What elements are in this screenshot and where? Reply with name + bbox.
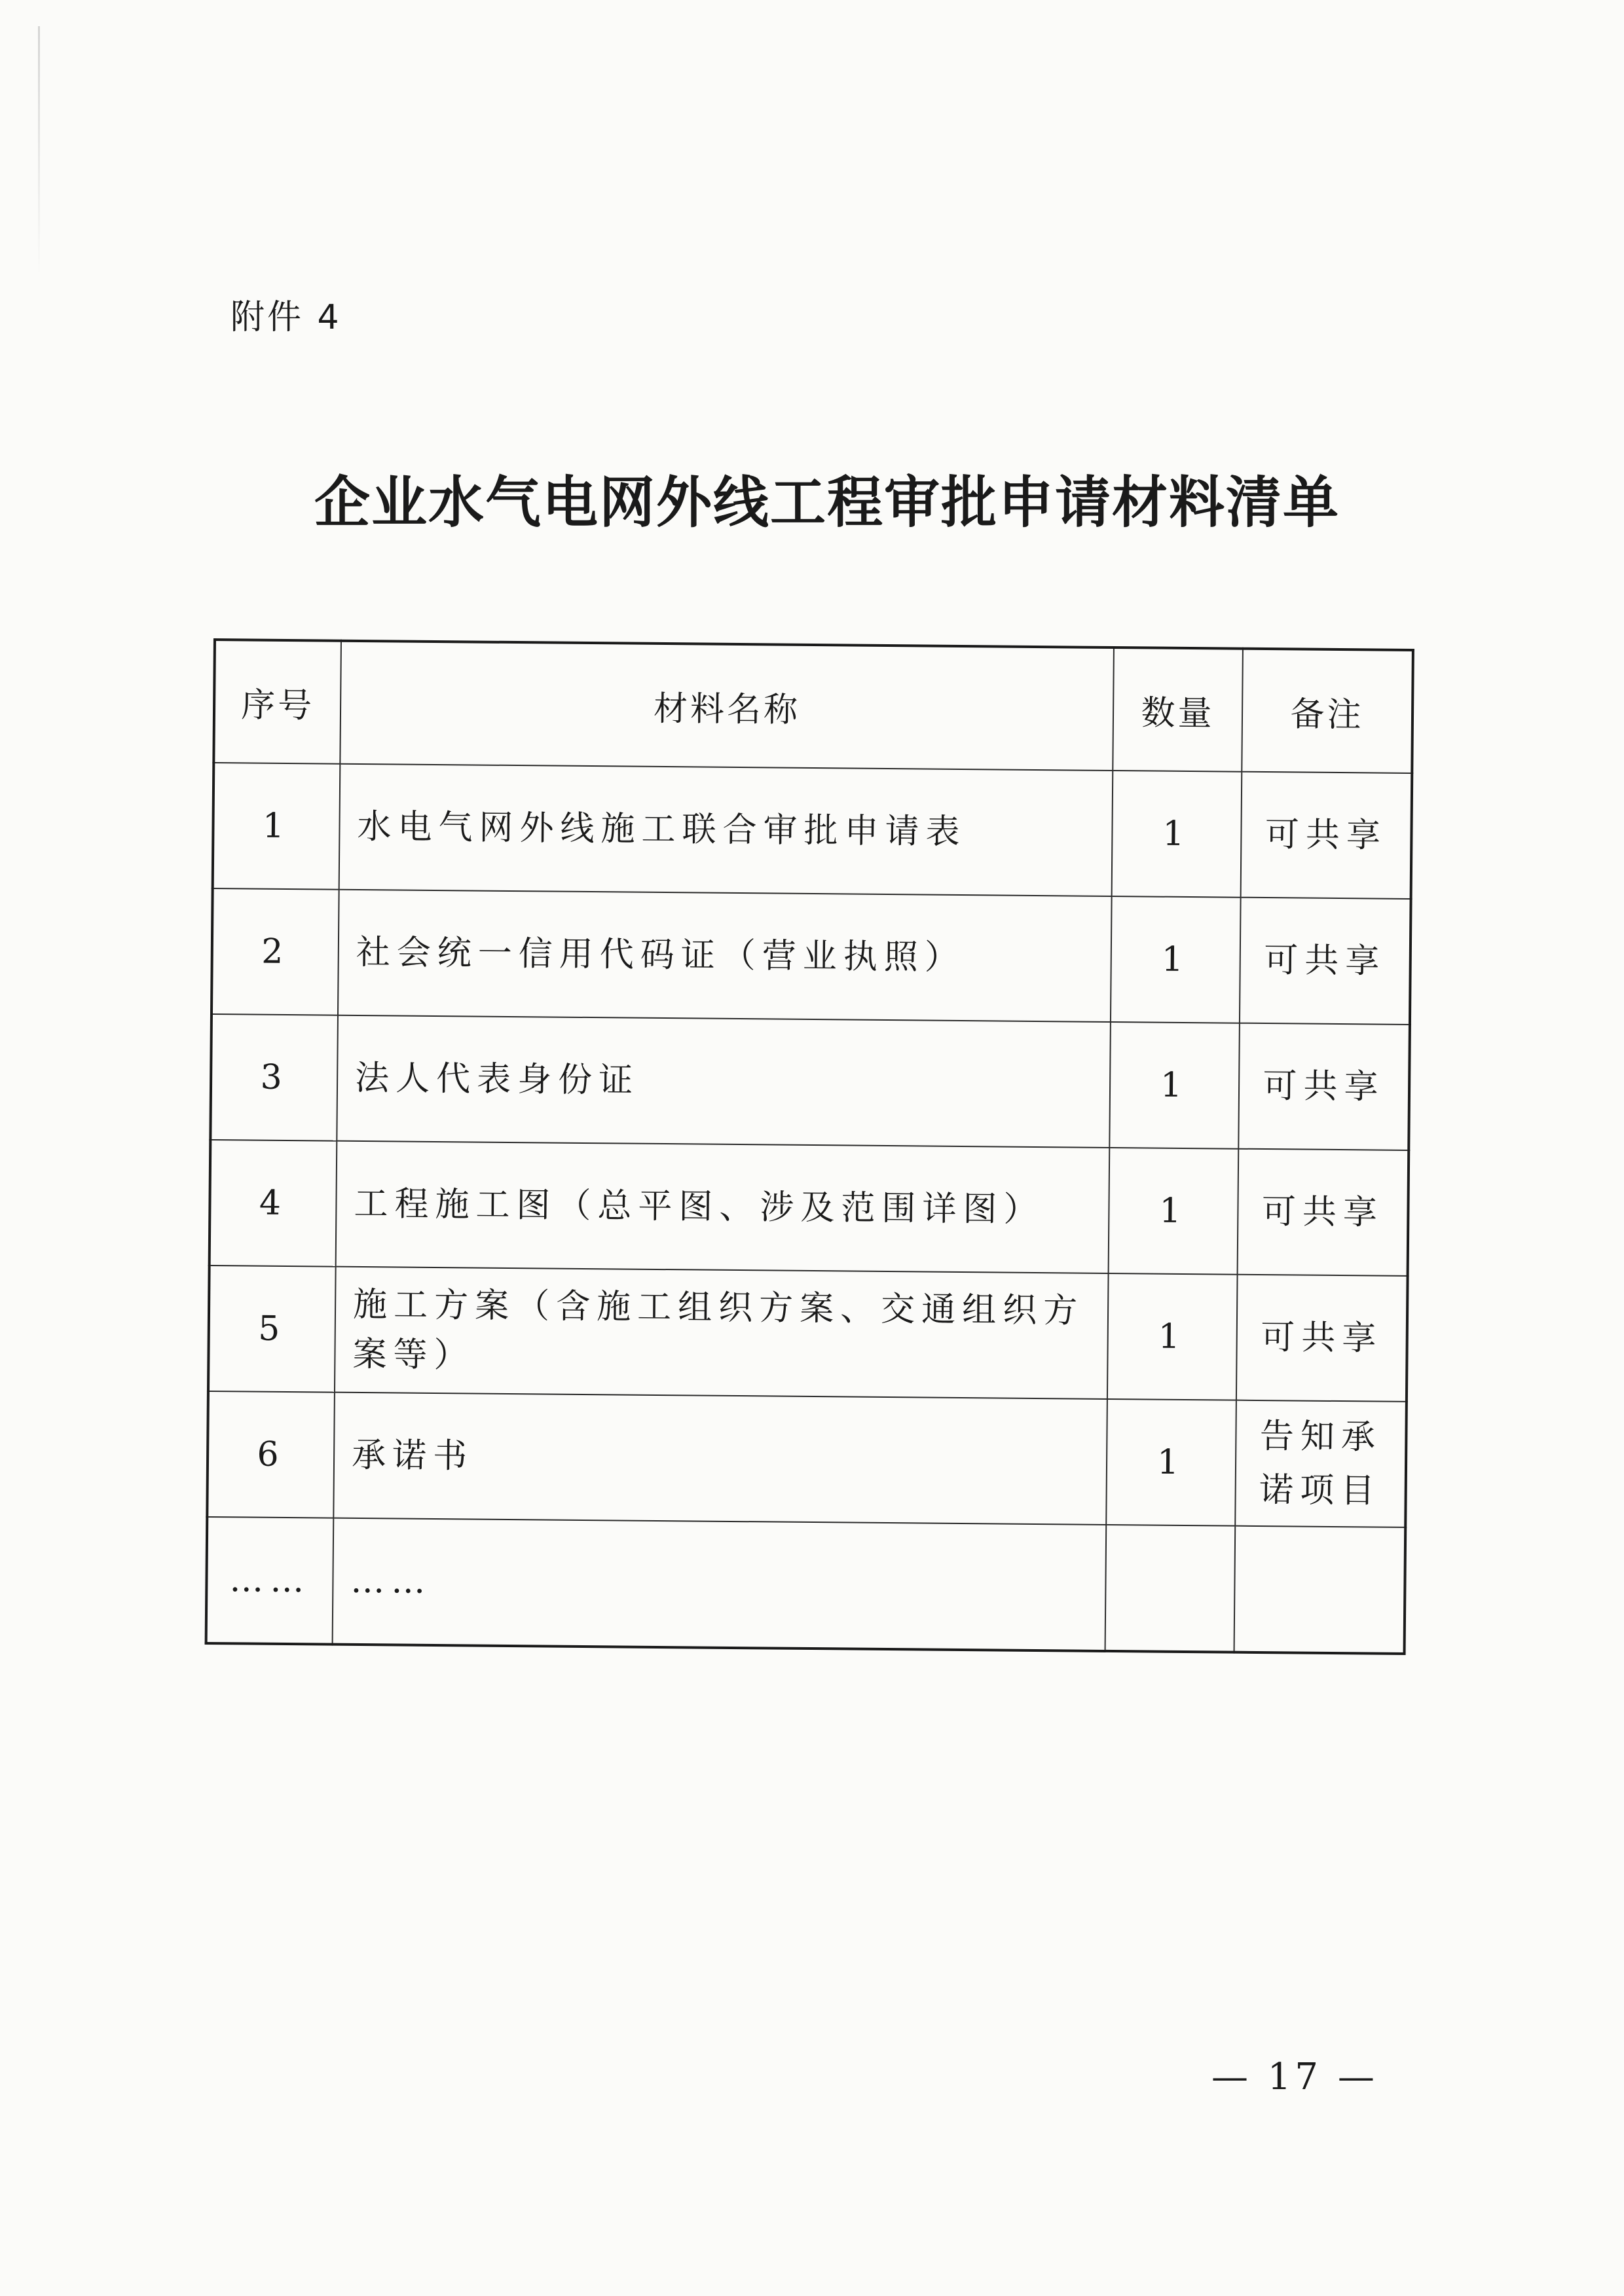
row-serial-number: 6 [207, 1391, 335, 1518]
row-serial-number: 5 [208, 1266, 336, 1393]
row-material-name: 社会统一信用代码证（营业执照） [338, 890, 1112, 1022]
row-material-name: …… [333, 1518, 1107, 1651]
scan-edge-artifact [38, 26, 40, 275]
row-material-name: 水电气网外线施工联合审批申请表 [339, 764, 1113, 896]
row-material-name: 施工方案（含施工组织方案、交通组织方案等） [335, 1267, 1109, 1399]
row-quantity: 1 [1109, 1148, 1239, 1275]
table-row [210, 1014, 1410, 1150]
header-remarks: 备注 [1242, 649, 1413, 773]
table-row [212, 888, 1411, 1025]
attachment-label: 附件 4 [231, 298, 342, 337]
row-quantity: 1 [1111, 896, 1241, 1023]
table-row [207, 1391, 1407, 1527]
row-material-name: 承诺书 [333, 1393, 1107, 1525]
materials-table-container [205, 638, 1412, 1655]
row-remarks: 可共享 [1241, 772, 1412, 899]
row-remarks: 可共享 [1236, 1275, 1408, 1402]
row-serial-number: 3 [210, 1014, 338, 1141]
row-quantity: 1 [1109, 1022, 1240, 1149]
row-quantity: 1 [1107, 1273, 1238, 1400]
table-header-row [213, 640, 1413, 773]
page-number: — 17 — [1211, 2056, 1378, 2098]
table-row [213, 763, 1412, 899]
row-remarks [1234, 1526, 1406, 1654]
row-serial-number: 2 [212, 888, 339, 1015]
row-serial-number: 4 [210, 1140, 337, 1267]
document-title: 企业水气电网外线工程审批申请材料清单 [314, 470, 1340, 536]
row-quantity: 1 [1112, 771, 1242, 898]
row-remarks: 可共享 [1238, 1023, 1410, 1150]
row-material-name: 法人代表身份证 [337, 1015, 1111, 1148]
table-row-ellipsis [206, 1517, 1406, 1654]
row-remarks: 可共享 [1238, 1149, 1409, 1276]
row-remarks: 告知承诺项目 [1235, 1400, 1407, 1527]
row-quantity: 1 [1106, 1399, 1236, 1526]
row-material-name: 工程施工图（总平图、涉及范围详图） [336, 1141, 1110, 1273]
table-row [208, 1266, 1408, 1402]
header-quantity: 数量 [1113, 647, 1243, 772]
row-remarks: 可共享 [1240, 898, 1411, 1025]
row-quantity [1105, 1525, 1236, 1652]
table-row [210, 1140, 1409, 1276]
row-serial-number: …… [206, 1517, 334, 1645]
row-serial-number: 1 [213, 763, 341, 890]
header-material-name: 材料名称 [340, 641, 1114, 771]
header-serial-number: 序号 [213, 640, 341, 764]
materials-table [205, 638, 1414, 1655]
